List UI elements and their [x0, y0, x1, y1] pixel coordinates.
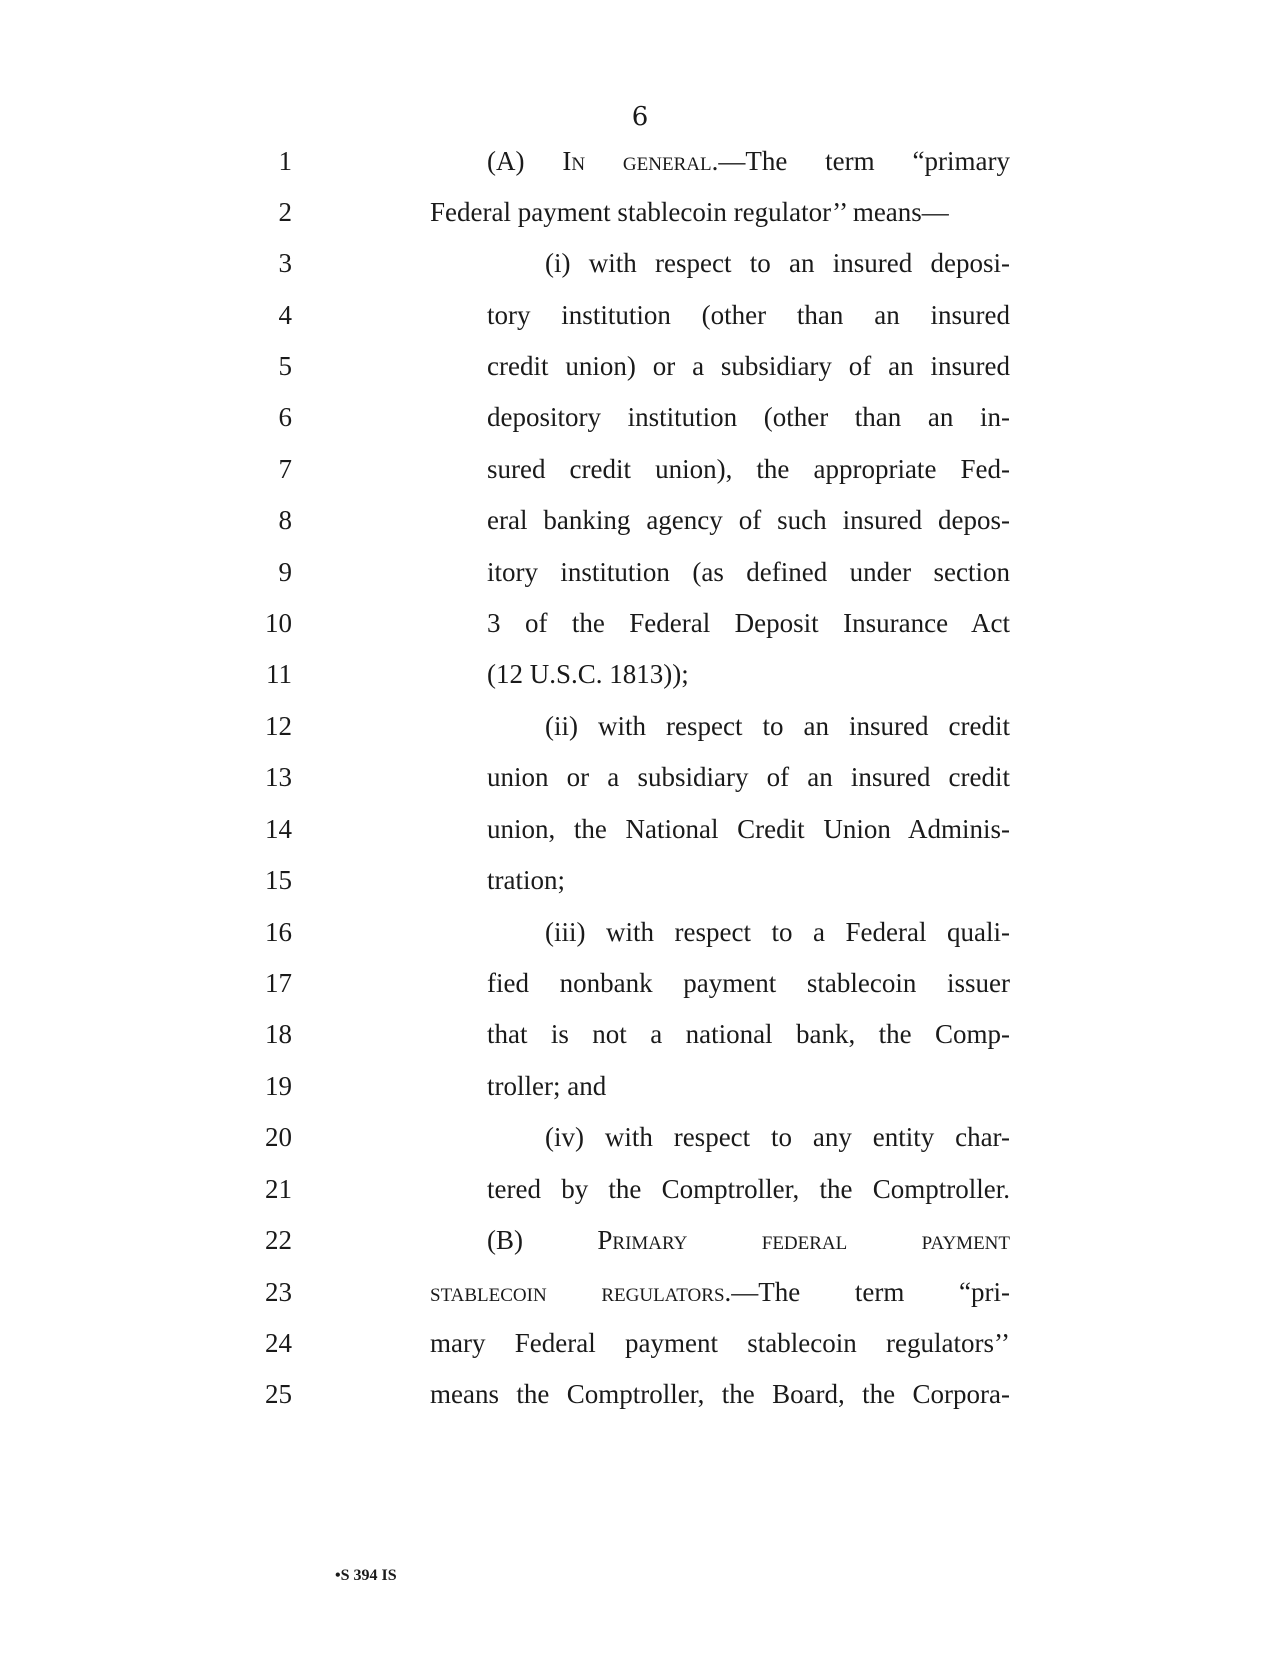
line-number: 10	[265, 608, 292, 638]
text-line-9: itory institution (as defined under section	[487, 557, 1010, 587]
line-number: 14	[265, 814, 292, 844]
line-number: 15	[265, 865, 292, 895]
line-number: 6	[278, 402, 292, 432]
text-line-11: (12 U.S.C. 1813));	[487, 659, 689, 689]
line-number: 4	[278, 300, 292, 330]
text-line-1: (A) In general.—The term “primary	[487, 146, 1010, 176]
line-number: 1	[278, 146, 292, 176]
line-number: 12	[265, 711, 292, 741]
text-line-22: (B) Primary federal payment	[487, 1225, 1010, 1255]
line-number: 5	[278, 351, 292, 381]
text-line-21: tered by the Comptroller, the Comptroller.	[487, 1174, 1010, 1204]
text-line-15: tration;	[487, 865, 565, 895]
line-number: 25	[265, 1379, 292, 1409]
text-line-12: (ii) with respect to an insured credit	[545, 711, 1010, 741]
text-line-3: (i) with respect to an insured deposi-	[545, 248, 1010, 278]
text-line-14: union, the National Credit Union Adminis-	[487, 814, 1010, 844]
line-number: 23	[265, 1277, 292, 1307]
line-number: 8	[278, 505, 292, 535]
line-number: 17	[265, 968, 292, 998]
text-line-23: stablecoin regulators.—The term “pri-	[430, 1277, 1010, 1307]
line-number: 13	[265, 762, 292, 792]
line-number: 20	[265, 1122, 292, 1152]
line-number: 11	[266, 659, 292, 689]
line-number: 19	[265, 1071, 292, 1101]
text-line-25: means the Comptroller, the Board, the Corpora-	[430, 1379, 1010, 1409]
text-line-17: fied nonbank payment stablecoin issuer	[487, 968, 1010, 998]
line-number: 24	[265, 1328, 292, 1358]
line-number: 22	[265, 1225, 292, 1255]
line-number: 9	[278, 557, 292, 587]
line-number: 18	[265, 1019, 292, 1049]
line-number: 16	[265, 917, 292, 947]
bill-identifier-footer: •S 394 IS	[335, 1567, 397, 1584]
text-line-10: 3 of the Federal Deposit Insurance Act	[487, 608, 1010, 638]
text-line-24: mary Federal payment stablecoin regulators’’	[430, 1328, 1010, 1358]
text-line-19: troller; and	[487, 1071, 607, 1101]
text-line-6: depository institution (other than an in-	[487, 402, 1010, 432]
text-line-2: Federal payment stablecoin regulator’’ means—	[430, 197, 949, 227]
text-line-20: (iv) with respect to any entity char-	[545, 1122, 1010, 1152]
line-number: 21	[265, 1174, 292, 1204]
text-line-18: that is not a national bank, the Comp-	[487, 1019, 1010, 1049]
line-number: 3	[278, 248, 292, 278]
text-line-16: (iii) with respect to a Federal quali-	[545, 917, 1010, 947]
line-number: 7	[278, 454, 292, 484]
line-number: 2	[278, 197, 292, 227]
text-line-4: tory institution (other than an insured	[487, 300, 1010, 330]
page-number: 6	[631, 102, 649, 132]
text-line-13: union or a subsidiary of an insured credit	[487, 762, 1010, 792]
text-line-5: credit union) or a subsidiary of an insured	[487, 351, 1010, 381]
text-line-7: sured credit union), the appropriate Fed-	[487, 454, 1010, 484]
text-line-8: eral banking agency of such insured depos-	[487, 505, 1010, 535]
